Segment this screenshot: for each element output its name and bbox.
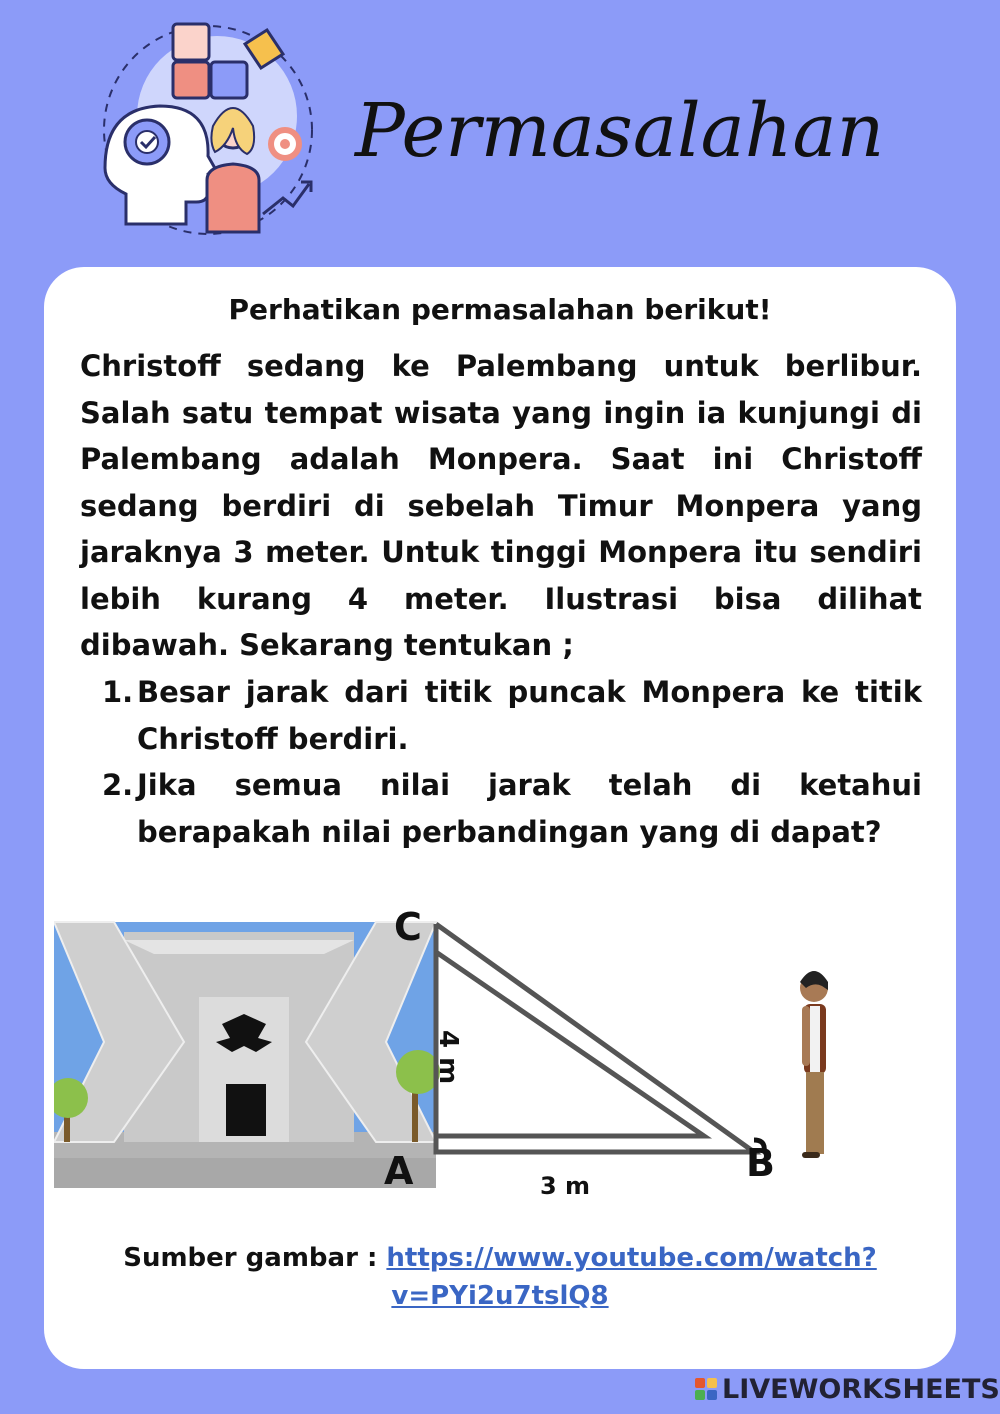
person-christoff-icon bbox=[800, 971, 828, 1158]
liveworksheets-logo-icon bbox=[694, 1377, 718, 1401]
point-c-label: C bbox=[394, 905, 422, 949]
point-b-label: B bbox=[746, 1141, 775, 1185]
page-title: Permasalahan bbox=[355, 88, 885, 174]
source-link-line2: v=PYi2u7tslQ8 bbox=[391, 1281, 609, 1311]
image-source bbox=[44, 1239, 956, 1315]
question-number: 1. bbox=[102, 675, 134, 709]
liveworksheets-brand-text: LIVEWORKSHEETS bbox=[722, 1373, 1000, 1405]
monpera-monument-image bbox=[54, 922, 440, 1188]
problem-solving-illustration-icon bbox=[95, 18, 325, 238]
problem-heading: Perhatikan permasalahan berikut! bbox=[228, 293, 772, 326]
question-item-2 bbox=[98, 762, 922, 855]
source-link[interactable] bbox=[386, 1243, 876, 1311]
question-text: Besar jarak dari titik puncak Monpera ke titik Christoff berdiri. bbox=[137, 675, 922, 756]
question-text: Jika semua nilai jarak telah di ketahui berapakah nilai perbandingan yang di dapat? bbox=[137, 768, 922, 849]
question-number: 2. bbox=[102, 768, 134, 802]
height-label: 4 m bbox=[433, 1030, 463, 1085]
source-link-line1: https://www.youtube.com/watch? bbox=[386, 1243, 877, 1273]
monpera-triangle-figure bbox=[54, 902, 954, 1202]
problem-card bbox=[44, 267, 956, 1369]
problem-paragraph: Christoff sedang ke Palembang untuk berlibur. Salah satu tempat wisata yang ingin ia kunjungi di Palembang adalah Monpera. Saat ini Christoff sedang berdiri di sebelah Timur Monpera yang jaraknya 3 meter. Untuk tinggi Monpera itu sendiri lebih kurang 4 meter. Ilustrasi bisa dilihat dibawah. Sekarang tentukan ; bbox=[80, 349, 922, 662]
base-label: 3 m bbox=[540, 1172, 591, 1200]
point-a-label: A bbox=[384, 1149, 414, 1193]
question-item-1 bbox=[98, 669, 922, 762]
right-triangle bbox=[436, 924, 754, 1152]
liveworksheets-logo[interactable] bbox=[694, 1372, 1000, 1406]
source-label: Sumber gambar : bbox=[123, 1243, 378, 1273]
